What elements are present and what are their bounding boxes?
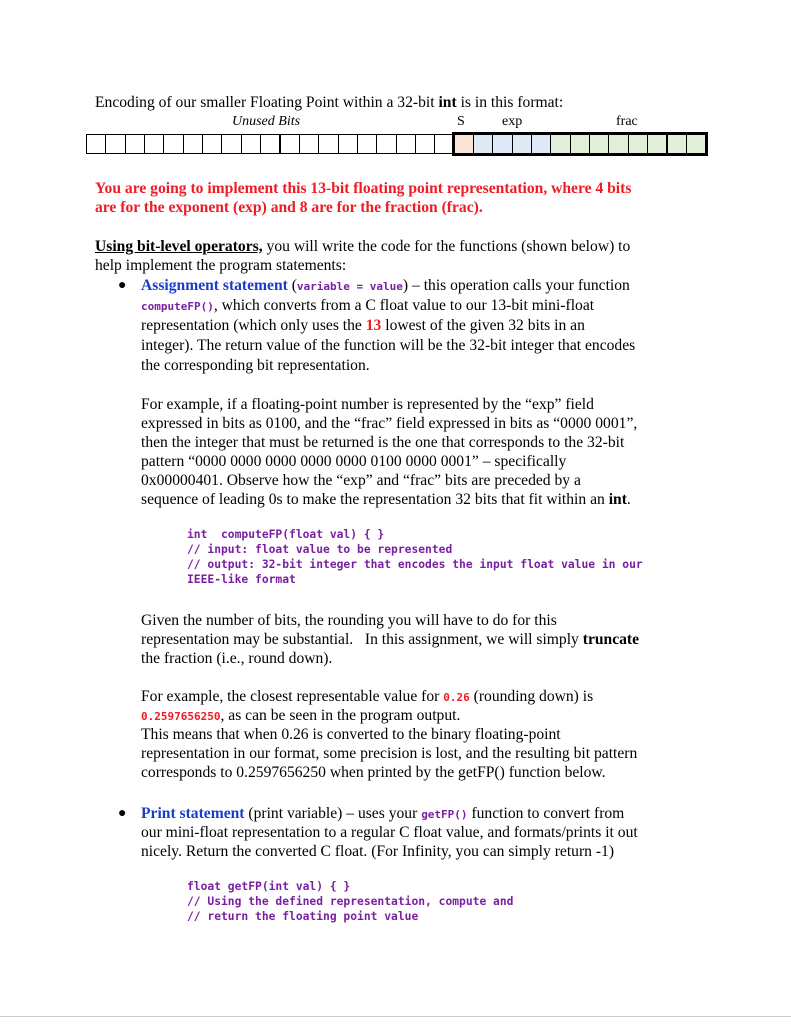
bullet2-rest-post: function to convert from — [467, 805, 625, 822]
getfp-inline-code: getFP() — [421, 808, 468, 821]
unused-bit-cell — [144, 134, 164, 154]
page-bottom-border — [0, 1016, 791, 1017]
bit-level-operators-text: Using bit-level operators, — [95, 238, 263, 255]
unused-bit-cell — [396, 134, 416, 154]
unused-bit-cell — [299, 134, 319, 154]
unused-bit-cell — [415, 134, 435, 154]
example2-line-1 — [141, 687, 593, 707]
computefp-inline-code: computeFP() — [141, 300, 214, 313]
unused-bit-cell — [318, 134, 338, 154]
example2-l2-post: , as can be seen in the program output. — [220, 707, 461, 724]
unused-bit-cell — [183, 134, 203, 154]
code1-line-1: int computeFP(float val) { } — [187, 528, 385, 541]
example1-line-1: For example, if a floating-point number is represented by the “exp” field — [141, 396, 594, 413]
example2-line-4: representation in our format, some precision is lost, and the resulting bit pattern — [141, 745, 638, 762]
intro2-rest: you will write the code for the functions (shown below) to — [262, 238, 631, 255]
frac-label: frac — [616, 114, 638, 129]
headline-line-1: You are going to implement this 13-bit floating point representation, where 4 bits — [95, 180, 632, 197]
unused-bit-cell — [280, 134, 300, 154]
bullet2-line-1 — [141, 804, 624, 824]
unused-bit-cell — [202, 134, 222, 154]
exp-label: exp — [502, 114, 523, 129]
intro-suffix: is in this format: — [456, 94, 564, 111]
unused-bit-cell — [260, 134, 280, 154]
bullet1-line3-pre: representation (which only uses the — [141, 317, 366, 334]
bullet1-line-2 — [141, 296, 594, 316]
rounding-line-3: the fraction (i.e., round down). — [141, 650, 333, 667]
bullet1-line2-rest: , which converts from a C float value to our 13-bit mini-float — [213, 297, 595, 314]
example2-line-5: corresponds to 0.2597656250 when printed by the getFP() function below. — [141, 764, 606, 781]
code1-line-3: // output: 32-bit integer that encodes the input float value in our — [187, 558, 643, 571]
example1-l6-post: . — [626, 491, 631, 508]
headline-line-2: are for the exponent (exp) and 8 are for the fraction (frac). — [95, 199, 483, 216]
intro2-line-2: help implement the program statements: — [95, 257, 347, 274]
sign-label: S — [457, 114, 465, 129]
example1-line-6 — [141, 490, 631, 509]
computefp-code-block — [187, 527, 643, 587]
example2-l1-pre: For example, the closest representable value for — [141, 688, 444, 705]
unused-bit-cell — [357, 134, 377, 154]
intro-prefix: Encoding of our smaller Floating Point within a 32-bit — [95, 94, 439, 111]
example1-line-5: 0x00000401. Observe how the “exp” and “frac” bits are preceded by a — [141, 472, 581, 489]
unused-bit-cell — [125, 134, 145, 154]
unused-bit-cell — [86, 134, 106, 154]
example1-line-2: expressed in bits as 0100, and the “frac” field expressed in bits as “0000 0001”, — [141, 415, 638, 432]
bullet1-line-1: Assignment statement (variable = value) – this operation calls your function — [141, 277, 630, 294]
code2-line-3: // return the floating point value — [187, 910, 419, 923]
used-bits-outline — [452, 132, 709, 156]
print-statement-title: Print statement — [141, 805, 245, 822]
assignment-statement-title: Assignment statement — [141, 277, 288, 294]
unused-bit-cell — [163, 134, 183, 154]
example2-line-2 — [141, 706, 460, 726]
bullet1-rest: – this operation calls your function — [408, 277, 630, 294]
bullet1-line-3 — [141, 316, 585, 335]
example1-line-4: pattern “0000 0000 0000 0000 0000 0100 0000 0001” – specifically — [141, 453, 567, 470]
value-02597656250-code: 0.2597656250 — [141, 710, 221, 723]
example1-l6-pre: sequence of leading 0s to make the representation 32 bits that fit within an — [141, 491, 609, 508]
code1-line-4: IEEE-like format — [187, 573, 296, 586]
intro-int: int — [438, 94, 457, 111]
intro-line — [95, 93, 563, 112]
bullet-dot-1: ● — [118, 278, 127, 293]
bullet1-line3-post: lowest of the given 32 bits in an — [381, 317, 585, 334]
code2-line-2: // Using the defined representation, compute and — [187, 895, 514, 908]
truncate-word: truncate — [582, 631, 640, 648]
unused-bit-cell — [221, 134, 241, 154]
assignment-inline-code: variable = value — [296, 280, 403, 293]
bullet-dot-2: ● — [118, 806, 127, 821]
example1-line-3: then the integer that must be returned is the one that corresponds to the 32-bit — [141, 434, 625, 451]
example2-l1-post: (rounding down) is — [469, 688, 594, 705]
intro2-line-1 — [95, 237, 630, 256]
bullet1-line-5: the corresponding bit representation. — [141, 357, 370, 374]
example2-line-3: This means that when 0.26 is converted to the binary floating-point — [141, 726, 561, 743]
thirteen-bits-highlight: 13 — [365, 317, 382, 334]
unused-bit-cell — [105, 134, 125, 154]
code2-line-1: float getFP(int val) { } — [187, 880, 351, 893]
bullet2-line-2: our mini-float representation to a regular C float value, and formats/prints it out — [141, 824, 638, 841]
unused-bit-cell — [376, 134, 396, 154]
bullet2-line-3: nicely. Return the converted C float. (For Infinity, you can simply return -1) — [141, 843, 615, 860]
unused-bit-cell — [338, 134, 358, 154]
value-026-code: 0.26 — [443, 691, 470, 704]
unused-bit-cell — [241, 134, 261, 154]
rounding-l2-pre: representation may be substantial. In this assignment, we will simply — [141, 631, 583, 648]
rounding-line-1: Given the number of bits, the rounding you will have to do for this — [141, 612, 557, 629]
bullet1-line-4: integer). The return value of the function will be the 32-bit integer that encodes — [141, 337, 636, 354]
bit-layout-diagram — [86, 131, 706, 158]
example1-int: int — [608, 491, 627, 508]
getfp-code-block — [187, 879, 513, 924]
rounding-line-2 — [141, 630, 639, 649]
unused-bits-label: Unused Bits — [232, 114, 301, 129]
code1-line-2: // input: float value to be represented — [187, 543, 453, 556]
bullet2-rest-pre: (print variable) – uses your — [244, 805, 422, 822]
